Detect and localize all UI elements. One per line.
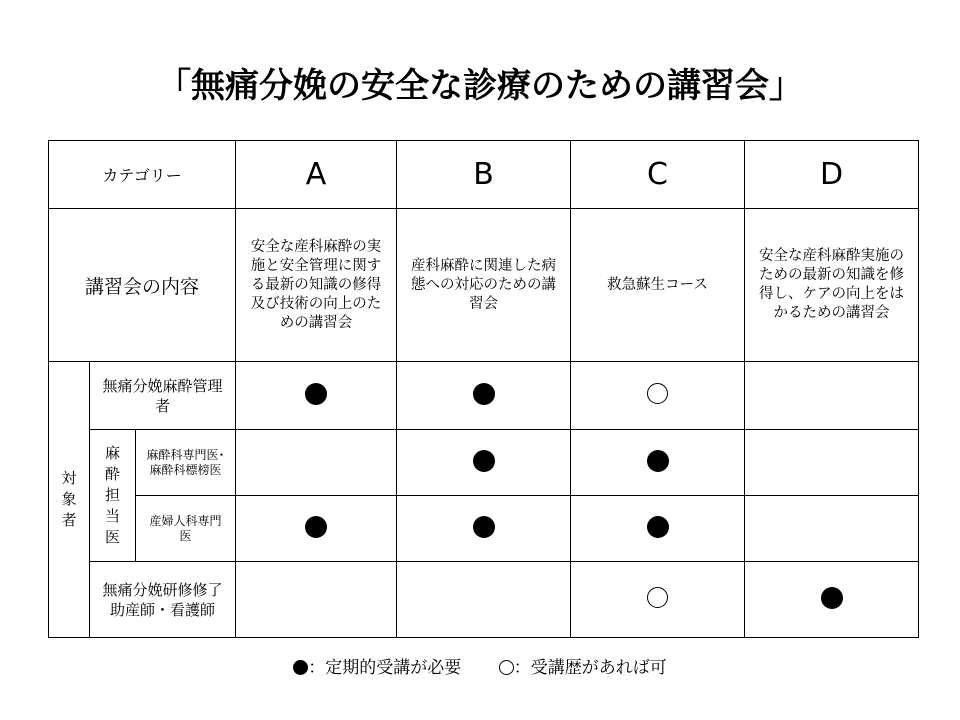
mark-cell [236,362,397,430]
header-row [49,141,919,209]
row-label-anesthesiologist: 麻酔科専門医･麻酔科標榜医 [136,430,236,496]
content-b: 産科麻酔に関連した病態への対応のための講習会 [397,209,571,362]
mark-cell [236,562,397,638]
legend-required: ：定期的受講が必要 [293,656,461,680]
course-table [48,140,919,638]
empty-circle-icon [647,587,668,608]
anesthesia-doctor-label: 麻 酔 担 当 医 [90,430,136,562]
mark-cell [236,430,397,496]
column-header-d: D [745,141,919,209]
page-title: 「無痛分娩の安全な診療のための講習会」 [157,66,803,106]
mark-cell [236,496,397,562]
table-row [49,362,919,430]
filled-circle-icon [305,383,327,405]
filled-circle-icon [821,587,843,609]
row-label-midwife-nurse: 無痛分娩研修修了助産師・看護師 [90,562,236,638]
category-header: カテゴリー [49,141,236,209]
content-c: 救急蘇生コース [571,209,745,362]
row-label-obstetrician: 産婦人科専門医 [136,496,236,562]
mark-cell [745,430,919,496]
mark-cell [397,496,571,562]
mark-cell [397,562,571,638]
filled-circle-icon [305,516,327,538]
empty-circle-icon [499,660,514,675]
mark-cell [745,562,919,638]
filled-circle-icon [647,516,669,538]
content-row [49,209,919,362]
row-label-manager: 無痛分娩麻酔管理者 [90,362,236,430]
content-label: 講習会の内容 [49,209,236,362]
content-a: 安全な産科麻酔の実施と安全管理に関する最新の知識の修得及び技術の向上のための講習会 [236,209,397,362]
column-header-b: B [397,141,571,209]
filled-circle-icon [473,383,495,405]
legend-history-ok: ：受講歴があれば可 [499,656,667,680]
filled-circle-icon [473,516,495,538]
mark-cell [397,362,571,430]
table-row [49,562,919,638]
mark-cell [745,362,919,430]
mark-cell [397,430,571,496]
mark-cell [571,430,745,496]
table-row [49,430,919,496]
mark-cell [745,496,919,562]
table-row [49,496,919,562]
target-label: 対 象 者 [49,362,90,638]
mark-cell [571,362,745,430]
filled-circle-icon [293,660,308,675]
mark-cell [571,562,745,638]
empty-circle-icon [647,383,668,404]
mark-cell [571,496,745,562]
filled-circle-icon [473,450,495,472]
column-header-c: C [571,141,745,209]
content-d: 安全な産科麻酔実施のための最新の知識を修得し、ケアの向上をはかるための講習会 [745,209,919,362]
column-header-a: A [236,141,397,209]
filled-circle-icon [647,450,669,472]
legend [0,656,960,680]
